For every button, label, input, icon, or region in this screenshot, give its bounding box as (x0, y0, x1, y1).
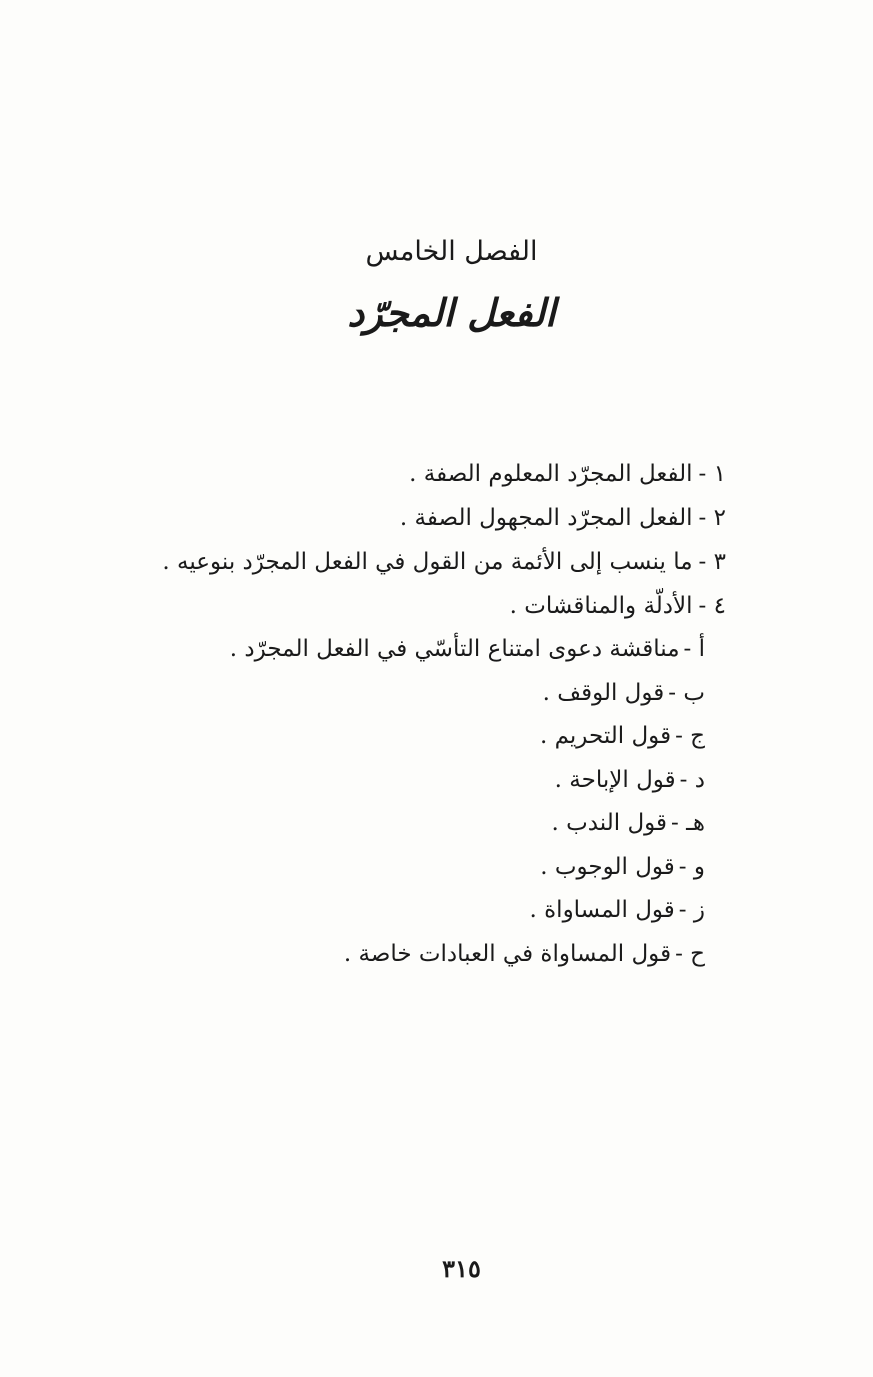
sub-outline (230, 628, 705, 976)
sub-letter: ز - (678, 897, 705, 923)
chapter-label: الفصل الخامس (365, 236, 538, 267)
outline-number: ٢ - (698, 505, 726, 531)
sub-letter: ج - (675, 723, 705, 749)
outline-number: ٣ - (698, 549, 726, 575)
outline-number: ٤ - (698, 593, 726, 619)
sub-letter: أ - (683, 636, 705, 662)
outline-number: ١ - (698, 461, 726, 487)
sub-item (230, 802, 705, 846)
sub-text: قول الوجوب . (540, 853, 675, 880)
sub-letter: هـ - (671, 810, 705, 836)
page-number: ٣١٥ (442, 1254, 481, 1283)
sub-item (230, 933, 705, 977)
sub-item (230, 628, 705, 672)
outline-item (162, 540, 726, 584)
sub-letter: ح - (675, 940, 705, 967)
outline-text: الأدلّة والمناقشات . (509, 593, 693, 619)
outline-item (166, 496, 726, 540)
sub-text: مناقشة دعوى امتناع التأسّي في الفعل المجرّد . (229, 636, 680, 662)
sub-letter: د - (679, 766, 705, 793)
sub-text: قول الإباحة . (554, 766, 676, 793)
sub-text: قول الوقف . (542, 679, 665, 706)
sub-text: قول التحريم . (539, 723, 672, 749)
outline-text: ما ينسب إلى الأئمة من القول في الفعل المجرّد بنوعيه . (162, 549, 693, 575)
sub-item (230, 759, 705, 803)
sub-item (230, 846, 705, 890)
sub-letter: ب - (668, 679, 705, 706)
sub-item (230, 672, 705, 716)
chapter-outline (162, 452, 726, 628)
sub-text: قول الندب . (551, 810, 668, 836)
sub-letter: و - (678, 853, 705, 880)
chapter-title: الفعل المجرّد (347, 290, 556, 335)
sub-text: قول المساواة . (529, 897, 675, 923)
sub-text: قول المساواة في العبادات خاصة . (343, 940, 672, 967)
sub-item (230, 715, 705, 759)
sub-item (230, 889, 705, 933)
outline-item (166, 452, 726, 496)
outline-item (166, 584, 726, 628)
outline-text: الفعل المجرّد المعلوم الصفة . (409, 461, 693, 487)
outline-text: الفعل المجرّد المجهول الصفة . (399, 505, 693, 531)
